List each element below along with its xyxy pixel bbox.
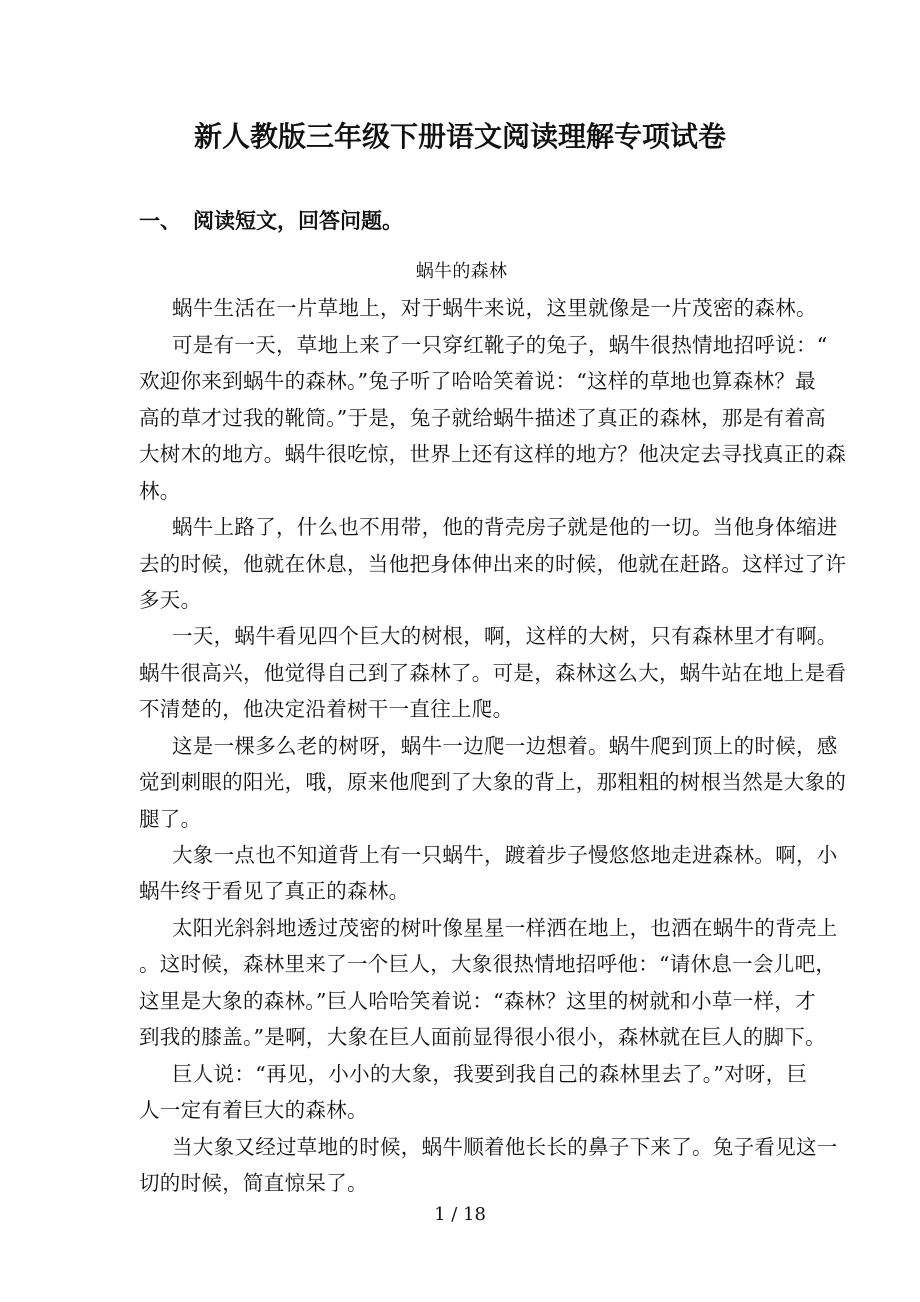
passage-body — [139, 254, 847, 1201]
passage-line: 多天。 — [139, 587, 202, 612]
passage-line: 觉到刺眼的阳光，哦，原来他爬到了大象的背上，那粗粗的树根当然是大象的 — [139, 770, 847, 795]
passage-line: 去的时候，他就在休息，当他把身体伸出来的时候，他就在赶路。这样过了许 — [139, 551, 847, 576]
section-heading: 阅读短文，回答问题。 — [193, 208, 403, 233]
passage-line: 人一定有着巨大的森林。 — [139, 1098, 368, 1123]
passage-line: 蜗牛上路了，什么也不用带，他的背壳房子就是他的一切。当他身体缩进 — [172, 515, 838, 540]
passage-line: 当大象又经过草地的时候，蜗牛顺着他长长的鼻子下来了。兔子看见这一 — [172, 1134, 838, 1159]
passage-line: 腿了。 — [139, 806, 202, 831]
passage-line: 林。 — [139, 478, 181, 503]
passage-line: 太阳光斜斜地透过茂密的树叶像星星一样洒在地上，也洒在蜗牛的背壳上 — [172, 915, 838, 940]
passage-line: 这里是大象的森林。”巨人哈哈笑着说：“森林？这里的树就和小草一样，才 — [139, 988, 816, 1013]
passage-line: 一天，蜗牛看见四个巨大的树根，啊，这样的大树，只有森林里才有啊。 — [172, 624, 838, 649]
passage-line: 这是一棵多么老的树呀，蜗牛一边爬一边想着。蜗牛爬到顶上的时候，感 — [172, 733, 838, 758]
passage-line: 欢迎你来到蜗牛的森林。”兔子听了哈哈笑着说：“这样的草地也算森林？最 — [139, 369, 816, 394]
section-number: 一、 — [139, 208, 181, 233]
passage-line: 大树木的地方。蜗牛很吃惊，世界上还有这样的地方？他决定去寻找真正的森 — [139, 442, 847, 467]
passage-line: 蜗牛很高兴，他觉得自己到了森林了。可是，森林这么大，蜗牛站在地上是看 — [139, 660, 847, 685]
passage-line: 巨人说：“再见，小小的大象，我要到我自己的森林里去了。”对呀，巨 — [172, 1061, 808, 1086]
passage-line: 蜗牛终于看见了真正的森林。 — [139, 879, 410, 904]
passage-line: 。这时候，森林里来了一个巨人，大象很热情地招呼他：“请休息一会儿吧， — [139, 952, 837, 977]
page-number: 1 / 18 — [434, 1204, 486, 1225]
passage-line: 不清楚的，他决定沿着树干一直往上爬。 — [139, 697, 514, 722]
passage-line: 蜗牛生活在一片草地上，对于蜗牛来说，这里就像是一片茂密的森林。 — [172, 296, 817, 321]
passage-line: 大象一点也不知道背上有一只蜗牛，踱着步子慢悠悠地走进森林。啊，小 — [172, 843, 838, 867]
passage-line: 可是有一天，草地上来了一只穿红靴子的兔子，蜗牛很热情地招呼说：“ — [172, 332, 828, 357]
passage-line: 切的时候，简直惊呆了。 — [139, 1170, 368, 1195]
passage-line: 到我的膝盖。”是啊，大象在巨人面前显得很小很小，森林就在巨人的脚下。 — [139, 1025, 826, 1050]
passage-title: 蜗牛的森林 — [415, 261, 508, 282]
passage-line: 高的草才过我的靴筒。”于是，兔子就给蜗牛描述了真正的森林，那是有着高 — [139, 405, 826, 430]
document-title: 新人教版三年级下册语文阅读理解专项试卷 — [193, 120, 726, 153]
